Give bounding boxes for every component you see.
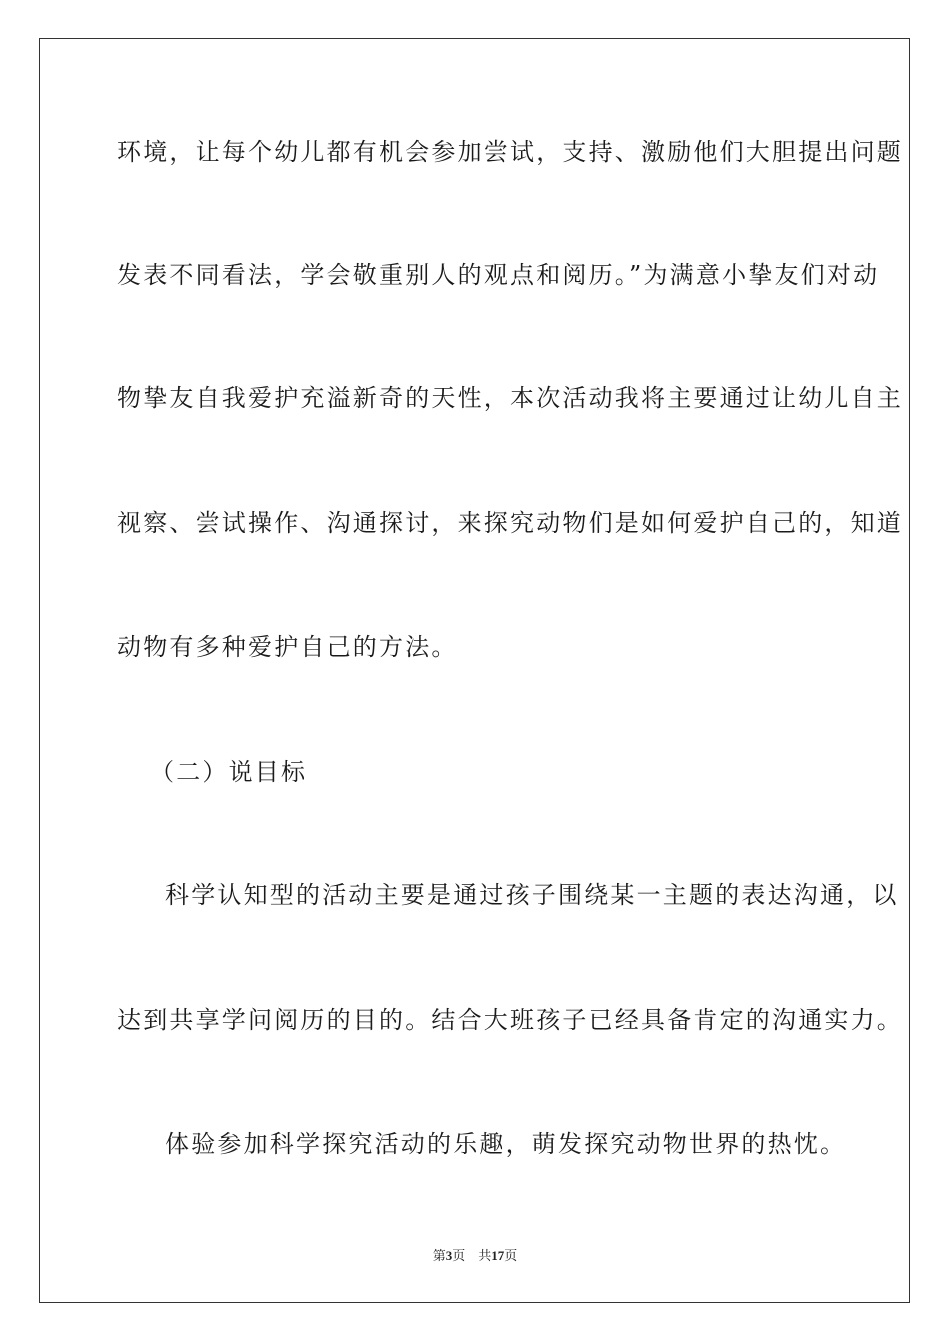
- page-border: [39, 38, 910, 1303]
- text-line-2: 发表不同看法，学会敬重别人的观点和阅历。”为满意小挚友们对动: [117, 261, 880, 289]
- text-line-7: 科学认知型的活动主要是通过孩子围绕某一主题的表达沟通，以: [165, 881, 899, 909]
- footer-page-suffix: 页: [452, 1248, 466, 1263]
- text-line-4: 视察、尝试操作、沟通探讨，来探究动物们是如何爱护自己的，知道: [117, 509, 903, 537]
- text-line-9: 体验参加科学探究活动的乐趣，萌发探究动物世界的热忱。: [165, 1130, 847, 1158]
- text-line-3: 物挚友自我爱护充溢新奇的天性，本次活动我将主要通过让幼儿自主: [117, 384, 903, 412]
- footer-page-prefix: 第: [432, 1248, 446, 1263]
- footer-total-suffix: 页: [504, 1248, 518, 1263]
- footer-total-prefix: 共: [478, 1248, 492, 1263]
- text-line-1: 环境，让每个幼儿都有机会参加尝试，支持、激励他们大胆提出问题: [117, 138, 903, 166]
- section-heading: （二）说目标: [150, 758, 308, 786]
- text-line-8: 达到共享学问阅历的目的。结合大班孩子已经具备肯定的沟通实力。: [117, 1006, 903, 1034]
- page-footer: [0, 1245, 950, 1264]
- text-line-5: 动物有多种爱护自己的方法。: [117, 633, 458, 661]
- footer-total-pages: 17: [491, 1248, 505, 1263]
- footer-page-number: 3: [445, 1248, 453, 1263]
